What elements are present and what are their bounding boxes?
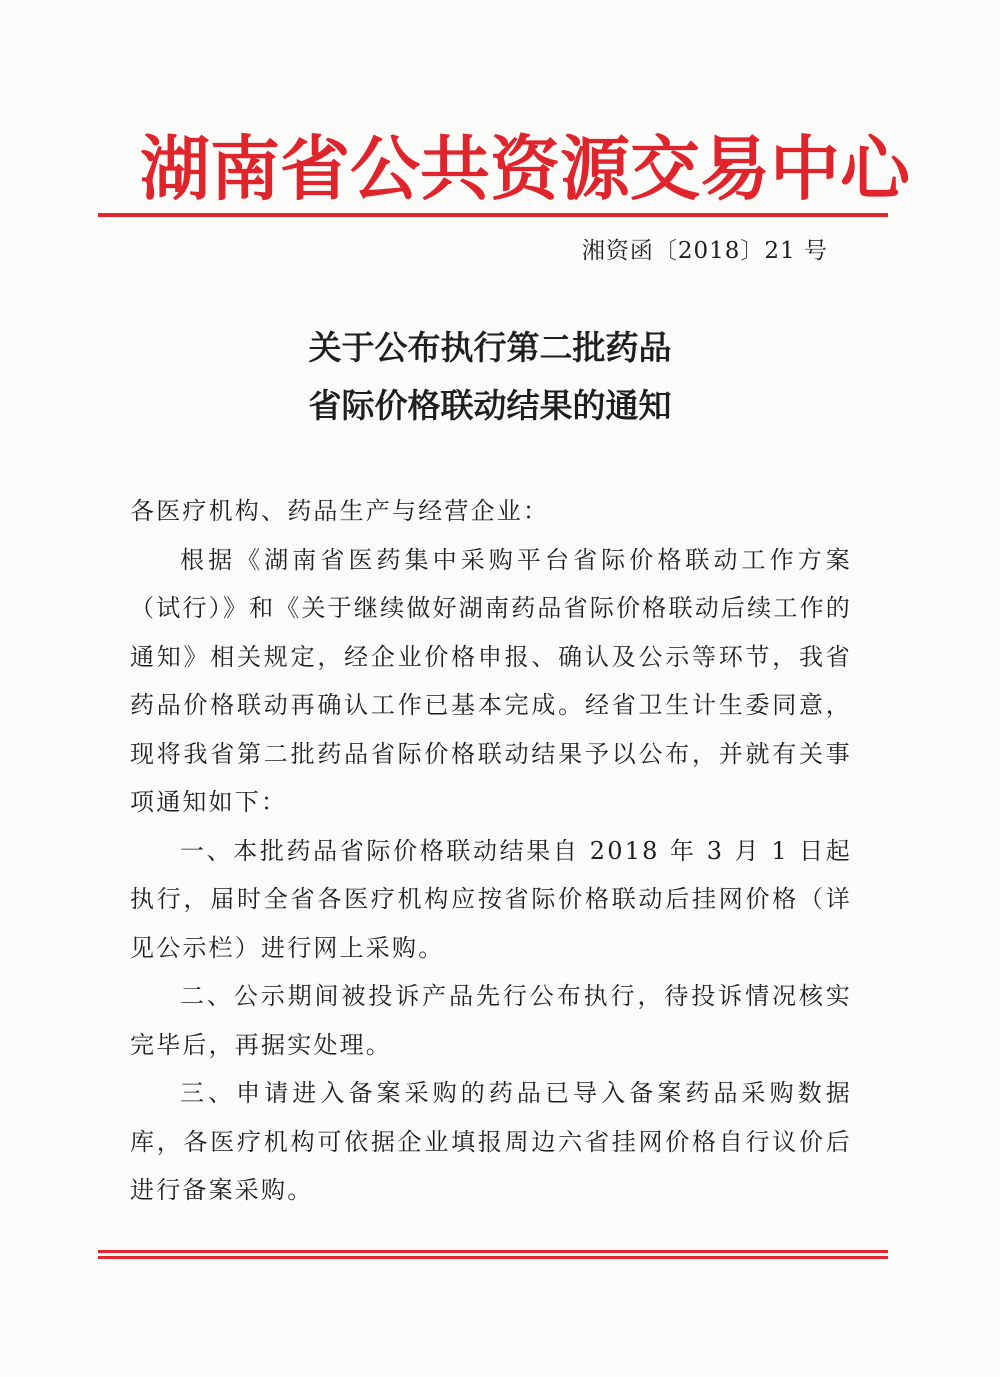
footer-red-rule-lower (98, 1256, 888, 1259)
letterhead-org-name: 湖南省公共资源交易中心 (140, 127, 910, 210)
document-title-line-2: 省际价格联动结果的通知 (308, 386, 672, 425)
body-paragraph-intro: 根据《湖南省医药集中采购平台省际价格联动工作方案（试行）》和《关于继续做好湖南药品省际价格联动后续工作的通知》相关规定，经企业价格申报、确认及公示等环节，我省药品价格联动再确认工作已基本完成。经省卫生计生委同意，现将我省第二批药品省际价格联动结果予以公布，并就有关事项通知如下： (130, 545, 852, 816)
salutation: 各医疗机构、药品生产与经营企业： (130, 497, 550, 525)
body-paragraph-item-1: 一、本批药品省际价格联动结果自 2018 年 3 月 1 日起执行，届时全省各医疗机构应按省际价格联动后挂网价格（详见公示栏）进行网上采购。 (130, 836, 852, 962)
body-paragraph-item-3: 三、申请进入备案采购的药品已导入备案药品采购数据库，各医疗机构可依据企业填报周边六省挂网价格自行议价后进行备案采购。 (130, 1079, 852, 1204)
footer-red-rule-upper (98, 1250, 888, 1253)
document-number: 湘资函〔2018〕21 号 (581, 238, 828, 264)
letterhead-red-rule (98, 213, 888, 217)
body-paragraph-item-2: 二、公示期间被投诉产品先行公布执行，待投诉情况核实完毕后，再据实处理。 (130, 982, 852, 1059)
document-body (130, 487, 852, 1215)
document-title-line-1: 关于公布执行第二批药品 (308, 328, 672, 367)
